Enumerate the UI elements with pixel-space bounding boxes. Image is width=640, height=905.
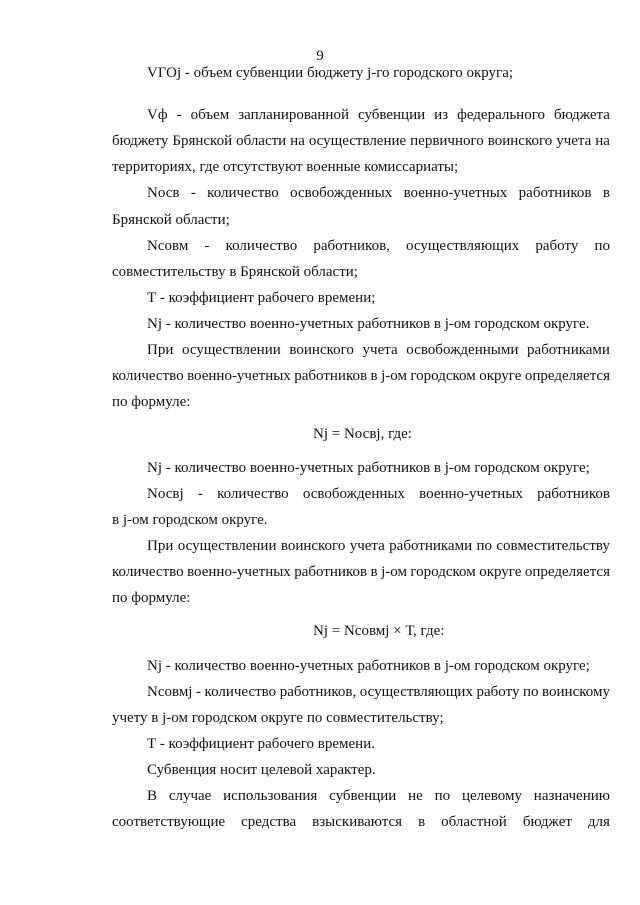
word: количество (204, 684, 277, 700)
word: взыскиваются (312, 814, 403, 830)
word: - (190, 185, 196, 201)
word: из (434, 107, 449, 123)
word: средства (241, 814, 297, 830)
word: военно-учетных (187, 564, 291, 580)
word: объем (190, 107, 230, 123)
word: субвенции (329, 788, 397, 804)
text-line: Субвенция носит целевой характер. (147, 762, 376, 778)
text-line-justified (147, 484, 610, 504)
word: При (147, 342, 174, 358)
word: осуществлении (177, 538, 277, 554)
text-line: VГОj - объем субвенции бюджету j-го городского округа; (147, 65, 514, 81)
word: городском (410, 564, 476, 580)
word: освобожденных (290, 185, 393, 201)
word: - (204, 238, 210, 254)
word: бюджет (522, 814, 572, 830)
word: в (370, 564, 378, 580)
text-line: Т - коэффициент рабочего времени; (147, 290, 376, 306)
text-line: Nj - количество военно-учетных работников в j-ом городском округе. (147, 316, 590, 332)
word: бюджету (112, 133, 169, 149)
word: j-ом (381, 368, 407, 384)
word: работу (535, 238, 579, 254)
word: в (370, 368, 378, 384)
word: воинскому (542, 684, 610, 700)
word: совместительству (496, 538, 610, 554)
word: Брянской (172, 133, 233, 149)
word: работу (476, 684, 520, 700)
word: работников, (279, 684, 357, 700)
word: целевому (461, 788, 522, 804)
word: Nосв (147, 185, 180, 201)
text-line: по формуле: (112, 590, 191, 606)
word: назначению (533, 788, 610, 804)
word: учета (349, 538, 385, 554)
text-line: Nj - количество военно-учетных работников в j-ом городском округе; (147, 658, 590, 674)
word: военно-учетных (419, 486, 523, 502)
text-line: по формуле: (112, 394, 191, 410)
text-line-justified (112, 131, 610, 151)
word: случае (168, 788, 212, 804)
word: по (476, 538, 493, 554)
word: федерального (457, 107, 545, 123)
word: по (594, 238, 610, 254)
text-line: Т - коэффициент рабочего времени. (147, 736, 375, 752)
formula: Nj = Nсовмj × Т, где: (313, 623, 445, 639)
word: учета (362, 342, 398, 358)
word: - (176, 107, 182, 123)
formula: Nj = Nосвj, где: (313, 426, 412, 442)
word: округе (479, 368, 522, 384)
word: количество (112, 564, 184, 580)
word: работников (518, 185, 592, 201)
text-line: Nj - количество военно-учетных работников в j-ом городском округе; (147, 460, 590, 476)
word: работниками (527, 342, 610, 358)
word: работниками (389, 538, 473, 554)
word: Nсовмj (147, 684, 193, 700)
text-line-justified (112, 812, 610, 832)
text-line-justified (147, 236, 610, 256)
text-line-justified (147, 183, 610, 203)
text-line-justified (147, 340, 610, 360)
word: первичного (410, 133, 484, 149)
text-line: совместительству в Брянской области; (112, 264, 358, 280)
word: воинского (487, 133, 553, 149)
word: осуществление (308, 133, 407, 149)
word: учета (556, 133, 592, 149)
word: j-ом (381, 564, 407, 580)
word: работников, (313, 238, 390, 254)
word: работников (294, 368, 368, 384)
word: В (147, 788, 158, 804)
word: определяется (524, 564, 610, 580)
word: определяется (524, 368, 610, 384)
word: - (196, 684, 202, 700)
text-line-justified (147, 786, 610, 806)
text-line: территориях, где отсутствуют военные комиссариаты; (112, 159, 459, 175)
word: для (587, 814, 610, 830)
word: не (408, 788, 423, 804)
word: областной (441, 814, 507, 830)
word: осуществляющих (359, 684, 473, 700)
word: области (236, 133, 287, 149)
word: в (602, 185, 610, 201)
word: осуществлении (182, 342, 281, 358)
text-line-justified (112, 562, 610, 582)
word: количество (225, 238, 298, 254)
word: Nосвj (147, 486, 184, 502)
text-line-justified (147, 682, 610, 702)
word: освобожденными (406, 342, 519, 358)
word: количество (217, 486, 289, 502)
word: военно-учетных (403, 185, 508, 201)
text-line-justified (147, 536, 610, 556)
word: - (197, 486, 203, 502)
text-line: Брянской области; (112, 212, 230, 228)
text-line: учету в j-ом городском округе по совместительству; (112, 710, 444, 726)
word: работников (294, 564, 368, 580)
text-line-justified (147, 105, 610, 125)
word: соответствующие (112, 814, 226, 830)
word: на (290, 133, 305, 149)
word: округе (479, 564, 522, 580)
word: воинского (289, 342, 354, 358)
word: работников (537, 486, 610, 502)
word: в (418, 814, 426, 830)
word: Nсовм (147, 238, 189, 254)
text-line: в j-ом городском округе. (112, 512, 268, 528)
word: субвенции (357, 107, 426, 123)
word: количество (112, 368, 184, 384)
word: бюджета (553, 107, 610, 123)
word: городском (410, 368, 476, 384)
word: количество (207, 185, 279, 201)
word: по (522, 684, 539, 700)
word: военно-учетных (187, 368, 291, 384)
word: Vф (147, 107, 168, 123)
word: осуществляющих (406, 238, 520, 254)
word: по (434, 788, 451, 804)
word: использования (223, 788, 318, 804)
word: запланированной (238, 107, 349, 123)
word: воинского (280, 538, 346, 554)
page-number: 9 (316, 48, 324, 64)
word: При (147, 538, 174, 554)
word: на (595, 133, 610, 149)
text-line-justified (112, 366, 610, 386)
word: освобожденных (302, 486, 405, 502)
